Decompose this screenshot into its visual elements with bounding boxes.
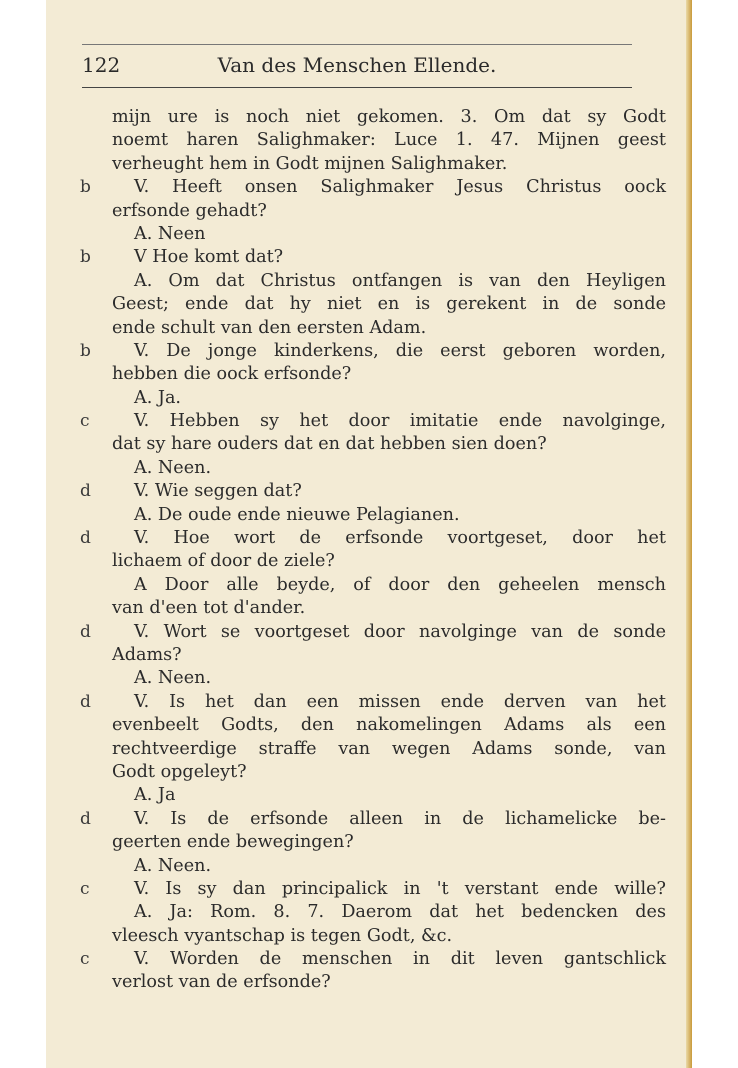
text-line <box>112 200 666 223</box>
text-line <box>112 738 666 761</box>
text-line <box>112 644 666 667</box>
line-text: V. Is de erfsonde alleen in de lichamelicke be- <box>134 808 666 829</box>
margin-marker: b <box>80 177 91 198</box>
text-line <box>80 878 666 901</box>
text-line <box>80 410 666 433</box>
line-text: A. Ja: Rom. 8. 7. Daerom dat het bedencken des <box>134 902 666 923</box>
line-text: Godt opgeleyt? <box>112 761 247 782</box>
text-line <box>112 153 666 176</box>
text-line <box>112 901 666 924</box>
text-line <box>80 480 666 503</box>
line-text: V. Wie seggen dat? <box>134 481 302 502</box>
text-line <box>80 176 666 199</box>
text-line <box>112 761 666 784</box>
margin-marker: d <box>80 621 91 642</box>
text-line <box>112 714 666 737</box>
line-text: evenbeelt Godts, den nakomelingen Adams als een <box>112 715 666 736</box>
text-line <box>80 948 666 971</box>
text-line <box>112 574 666 597</box>
text-line <box>112 129 666 152</box>
text-line <box>112 831 666 854</box>
line-text: A. Ja <box>134 785 176 806</box>
text-line <box>112 433 666 456</box>
margin-marker: c <box>80 878 90 899</box>
line-text: ende schult van den eersten Adam. <box>112 317 427 338</box>
text-line <box>112 457 666 480</box>
line-text: geerten ende bewegingen? <box>112 832 354 853</box>
header-rule-bottom <box>82 87 632 88</box>
line-text: A. Neen. <box>134 668 212 689</box>
margin-marker: c <box>80 411 90 432</box>
line-text: A. Neen. <box>134 855 212 876</box>
margin-marker: d <box>80 808 91 829</box>
line-text: Adams? <box>112 644 182 665</box>
line-text: V. Worden de menschen in dit leven gantschlick <box>134 949 666 970</box>
line-text: vleesch vyantschap is tegen Godt, &c. <box>112 925 453 946</box>
text-line <box>80 808 666 831</box>
line-text: mijn ure is noch niet gekomen. 3. Om dat sy Godt <box>112 107 666 127</box>
line-text: V. Wort se voortgeset door navolginge van de sonde <box>134 621 666 642</box>
line-text: A. Neen <box>134 223 206 244</box>
text-line <box>80 246 666 269</box>
page-header <box>82 53 632 81</box>
line-text: erfsonde gehadt? <box>112 200 267 221</box>
line-text: Geest; ende dat hy niet en is gerekent in de sonde <box>112 294 666 315</box>
text-line <box>112 363 666 386</box>
page-edge <box>686 0 692 1068</box>
body-text <box>80 106 666 995</box>
text-line <box>112 784 666 807</box>
text-line <box>80 527 666 550</box>
text-line <box>112 667 666 690</box>
line-text: A. Om dat Christus ontfangen is van den Heyligen <box>134 270 666 291</box>
line-text: dat sy hare ouders dat en dat hebben sien doen? <box>112 434 547 455</box>
text-line <box>112 293 666 316</box>
text-line <box>112 317 666 340</box>
margin-marker: d <box>80 691 91 712</box>
page-number: 122 <box>82 53 121 77</box>
margin-marker: c <box>80 949 90 970</box>
line-text: V. Is het dan een missen ende derven van het <box>134 691 666 712</box>
text-line <box>80 691 666 714</box>
line-text: verlost van de erfsonde? <box>112 972 331 993</box>
margin-marker: d <box>80 481 91 502</box>
line-text: rechtveerdige straffe van wegen Adams sonde, van <box>112 738 666 759</box>
line-text: A Door alle beyde, of door den geheelen mensch <box>134 574 666 595</box>
margin-marker: b <box>80 247 91 268</box>
margin-marker: b <box>80 340 91 361</box>
text-line <box>112 223 666 246</box>
line-text: lichaem of door de ziele? <box>112 551 335 572</box>
running-title: Van des Menschen Ellende. <box>217 53 497 77</box>
line-text: A. De oude ende nieuwe Pelagianen. <box>134 504 460 525</box>
line-text: van d'een tot d'ander. <box>112 598 306 619</box>
text-line <box>80 621 666 644</box>
header-rule-top <box>82 44 632 45</box>
line-text: V. Hoe wort de erfsonde voortgeset, door het <box>134 528 666 549</box>
text-line <box>112 504 666 527</box>
text-line <box>112 971 666 994</box>
text-line <box>112 270 666 293</box>
text-line <box>112 925 666 948</box>
line-text: V. Is sy dan principalick in 't verstant ende wille? <box>134 878 666 899</box>
line-text: A. Ja. <box>134 387 182 408</box>
text-line <box>112 550 666 573</box>
line-text: verheught hem in Godt mijnen Salighmaker. <box>112 153 508 174</box>
line-text: A. Neen. <box>134 457 212 478</box>
line-text: hebben die oock erfsonde? <box>112 364 352 385</box>
line-text: V Hoe komt dat? <box>134 247 284 268</box>
line-text: V. Hebben sy het door imitatie ende navolginge, <box>134 411 666 432</box>
text-line <box>112 855 666 878</box>
line-text: V. De jonge kinderkens, die eerst geboren worden, <box>134 340 666 361</box>
line-text: V. Heeft onsen Salighmaker Jesus Christus oock <box>134 177 666 198</box>
margin-marker: d <box>80 528 91 549</box>
text-line <box>80 340 666 363</box>
text-line <box>112 597 666 620</box>
line-text: noemt haren Salighmaker: Luce 1. 47. Mijnen geest <box>112 130 666 151</box>
text-line <box>112 387 666 410</box>
text-line <box>112 106 666 129</box>
